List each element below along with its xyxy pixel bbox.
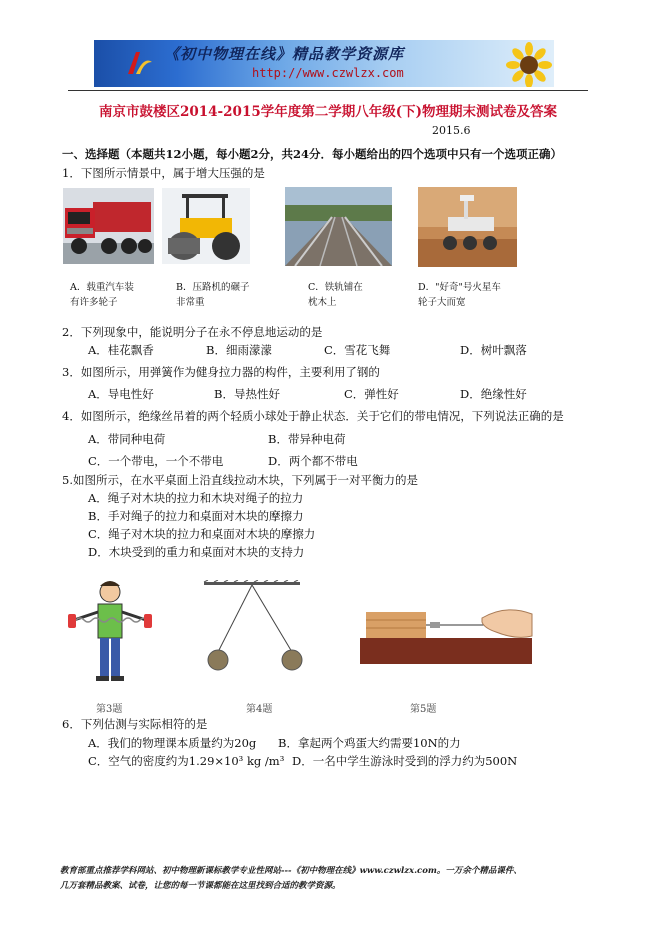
q4-option-b[interactable]: B．带异种电荷 (268, 432, 346, 446)
q3-option-d[interactable]: D．绝缘性好 (460, 387, 527, 401)
mars-rover-image (418, 187, 517, 267)
figure-q3-spring-exerciser (64, 576, 156, 696)
footer-line-2: 几万套精品教案、试卷，让您的每一节课都能在这里找到合适的教学资源。 (60, 881, 341, 891)
figure-label-q5: 第5题 (410, 704, 437, 715)
q3-option-c[interactable]: C．弹性好 (344, 387, 399, 401)
q5-option-b[interactable]: B．手对绳子的拉力和桌面对木块的摩擦力 (88, 509, 304, 523)
section-heading: 一、选择题（本题共12小题，每小题2分，共24分．每小题给出的四个选项中只有一个选项正确） (62, 147, 563, 161)
question-3: 3．如图所示，用弹簧作为健身拉力器的构件，主要利用了钢的 (62, 365, 380, 379)
footer-line-1: 教育部重点推荐学科网站、初中物理新课标教学专业性网站---《初中物理在线》www.czwlzx.com。一万余个精品课件、 (60, 866, 522, 876)
q6-option-d[interactable]: D．一名中学生游泳时受到的浮力约为500N (292, 754, 518, 768)
truck-image (63, 188, 154, 264)
question-2: 2．下列现象中，能说明分子在永不停息地运动的是 (62, 325, 323, 339)
header-rule (68, 90, 588, 91)
q1-caption-a: A．载重汽车装 有许多轮子 (70, 282, 134, 308)
figure-q4-hanging-balls (196, 580, 308, 674)
sunflower-icon (506, 42, 552, 87)
site-logo-icon (124, 48, 154, 78)
q4-option-c[interactable]: C．一个带电，一个不带电 (88, 454, 224, 468)
q1-caption-d: D．"好奇"号火星车 轮子大而宽 (418, 282, 501, 308)
q6-option-a[interactable]: A．我们的物理课本质量约为20g (88, 736, 257, 750)
q5-option-c[interactable]: C．绳子对木块的拉力和桌面对木块的摩擦力 (88, 527, 316, 541)
question-1: 1．下图所示情景中，属于增大压强的是 (62, 166, 265, 180)
q1-caption-c: C．铁轨铺在 枕木上 (308, 282, 363, 308)
q2-option-c[interactable]: C．雪花飞舞 (324, 343, 391, 357)
q3-option-a[interactable]: A．导电性好 (88, 387, 154, 401)
q6-option-c[interactable]: C．空气的密度约为1.29×10³ kg /m³ (88, 754, 285, 768)
q2-option-b[interactable]: B．细雨濛濛 (206, 343, 272, 357)
header-banner (94, 40, 554, 87)
q4-option-d[interactable]: D．两个都不带电 (268, 454, 358, 468)
q2-option-a[interactable]: A．桂花飘香 (88, 343, 154, 357)
road-roller-image (162, 188, 250, 264)
q1-caption-b: B．压路机的碾子 非常重 (176, 282, 250, 308)
banner-title: 《初中物理在线》精品教学资源库 (164, 45, 405, 63)
question-6: 6．下列估测与实际相符的是 (62, 717, 208, 731)
question-4: 4．如图所示，绝缘丝吊着的两个轻质小球处于静止状态．关于它们的带电情况，下列说法正确的是 (62, 409, 564, 423)
page-footer (60, 864, 620, 894)
figure-label-q3: 第3题 (96, 704, 123, 715)
railway-image (285, 187, 392, 266)
q5-option-d[interactable]: D．木块受到的重力和桌面对木块的支持力 (88, 545, 305, 559)
q5-option-a[interactable]: A．绳子对木块的拉力和木块对绳子的拉力 (88, 491, 304, 505)
document-date: 2015.6 (432, 124, 471, 137)
document-title: 南京市鼓楼区2014-2015学年度第二学期八年级(下)物理期末测试卷及答案 (98, 104, 558, 120)
question-5: 5.如图所示，在水平桌面上沿直线拉动木块，下列属于一对平衡力的是 (62, 473, 418, 487)
q6-option-b[interactable]: B．拿起两个鸡蛋大约需要10N的力 (278, 736, 461, 750)
q4-option-a[interactable]: A．带同种电荷 (88, 432, 166, 446)
banner-url[interactable]: http://www.czwlzx.com (252, 66, 404, 80)
q2-option-d[interactable]: D．树叶飘落 (460, 343, 527, 357)
figure-label-q4: 第4题 (246, 704, 273, 715)
figure-q5-block-on-table (356, 592, 536, 666)
q3-option-b[interactable]: B．导热性好 (214, 387, 280, 401)
